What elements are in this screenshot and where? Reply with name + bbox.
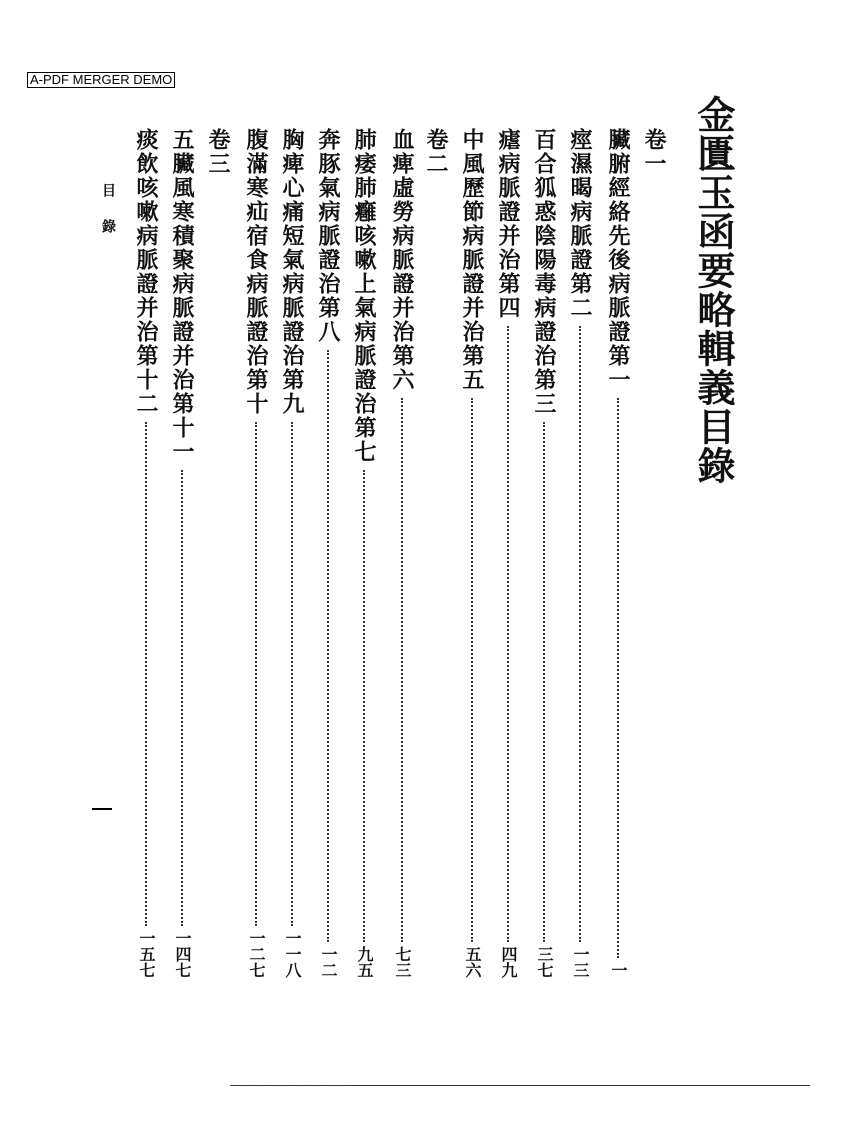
entry-title: 奔豚氣病脈證治第八 [315, 128, 341, 344]
bottom-rule-dashed [230, 1085, 350, 1086]
entry-title: 痰飲咳嗽病脈證并治第十二 [133, 128, 159, 416]
entry-title: 胸痺心痛短氣病脈證治第九 [279, 128, 305, 416]
entry-title: 瘧病脈證并治第四 [495, 128, 521, 320]
leader-dots [145, 422, 147, 926]
entry-title: 中風歷節病脈證并治第五 [459, 128, 485, 392]
toc-entry-2[interactable] [566, 128, 594, 978]
leader-dots [327, 350, 329, 942]
toc-entry-10[interactable] [242, 128, 270, 978]
toc-entry-9[interactable] [278, 128, 306, 978]
leader-dots [617, 398, 619, 958]
entry-title: 五臟風寒積聚病脈證并治第十一 [169, 128, 195, 464]
entry-page: 一一八 [283, 930, 302, 978]
entry-page: 四九 [499, 946, 518, 978]
entry-page: 一三 [571, 946, 590, 978]
toc-entry-1[interactable] [604, 128, 632, 978]
entry-page: 五六 [463, 946, 482, 978]
page-number-mark [92, 808, 112, 810]
entry-title: 血痺虛勞病脈證并治第六 [389, 128, 415, 392]
entry-page: 九五 [355, 946, 374, 978]
leader-dots [579, 326, 581, 942]
entry-page: 一五七 [137, 930, 156, 978]
entry-page: 一 [609, 962, 628, 978]
leader-dots [471, 398, 473, 942]
toc-entry-5[interactable] [458, 128, 486, 978]
toc-entry-6[interactable] [388, 128, 416, 978]
juan-heading-2 [422, 128, 450, 176]
juan-label: 卷一 [641, 128, 667, 176]
toc-entry-7[interactable] [350, 128, 378, 978]
running-head: 目錄 [100, 183, 116, 255]
entry-page: 七三 [393, 946, 412, 978]
juan-heading-1 [640, 128, 668, 176]
juan-label: 卷三 [205, 128, 231, 176]
entry-page: 三七 [535, 946, 554, 978]
leader-dots [255, 422, 257, 926]
leader-dots [181, 470, 183, 926]
entry-page: 一四七 [173, 930, 192, 978]
page-title: 金匱玉函要略輯義目錄 [691, 95, 736, 485]
leader-dots [543, 422, 545, 942]
entry-title: 腹滿寒疝宿食病脈證治第十 [243, 128, 269, 416]
entry-page: 一二 [319, 946, 338, 978]
leader-dots [363, 470, 365, 942]
toc-entry-8[interactable] [314, 128, 342, 978]
toc-entry-4[interactable] [494, 128, 522, 978]
entry-title: 肺痿肺癰咳嗽上氣病脈證治第七 [351, 128, 377, 464]
entry-title: 百合狐惑陰陽毒病證治第三 [531, 128, 557, 416]
leader-dots [291, 422, 293, 926]
watermark-label: A-PDF MERGER DEMO [27, 72, 175, 88]
toc-entry-11[interactable] [168, 128, 196, 978]
leader-dots [401, 398, 403, 942]
juan-label: 卷二 [423, 128, 449, 176]
entry-title: 痙濕暍病脈證第二 [567, 128, 593, 320]
toc-entry-3[interactable] [530, 128, 558, 978]
leader-dots [507, 326, 509, 942]
juan-heading-3 [204, 128, 232, 176]
entry-page: 一二七 [247, 930, 266, 978]
toc-entry-12[interactable] [132, 128, 160, 978]
entry-title: 臟腑經絡先後病脈證第一 [605, 128, 631, 392]
